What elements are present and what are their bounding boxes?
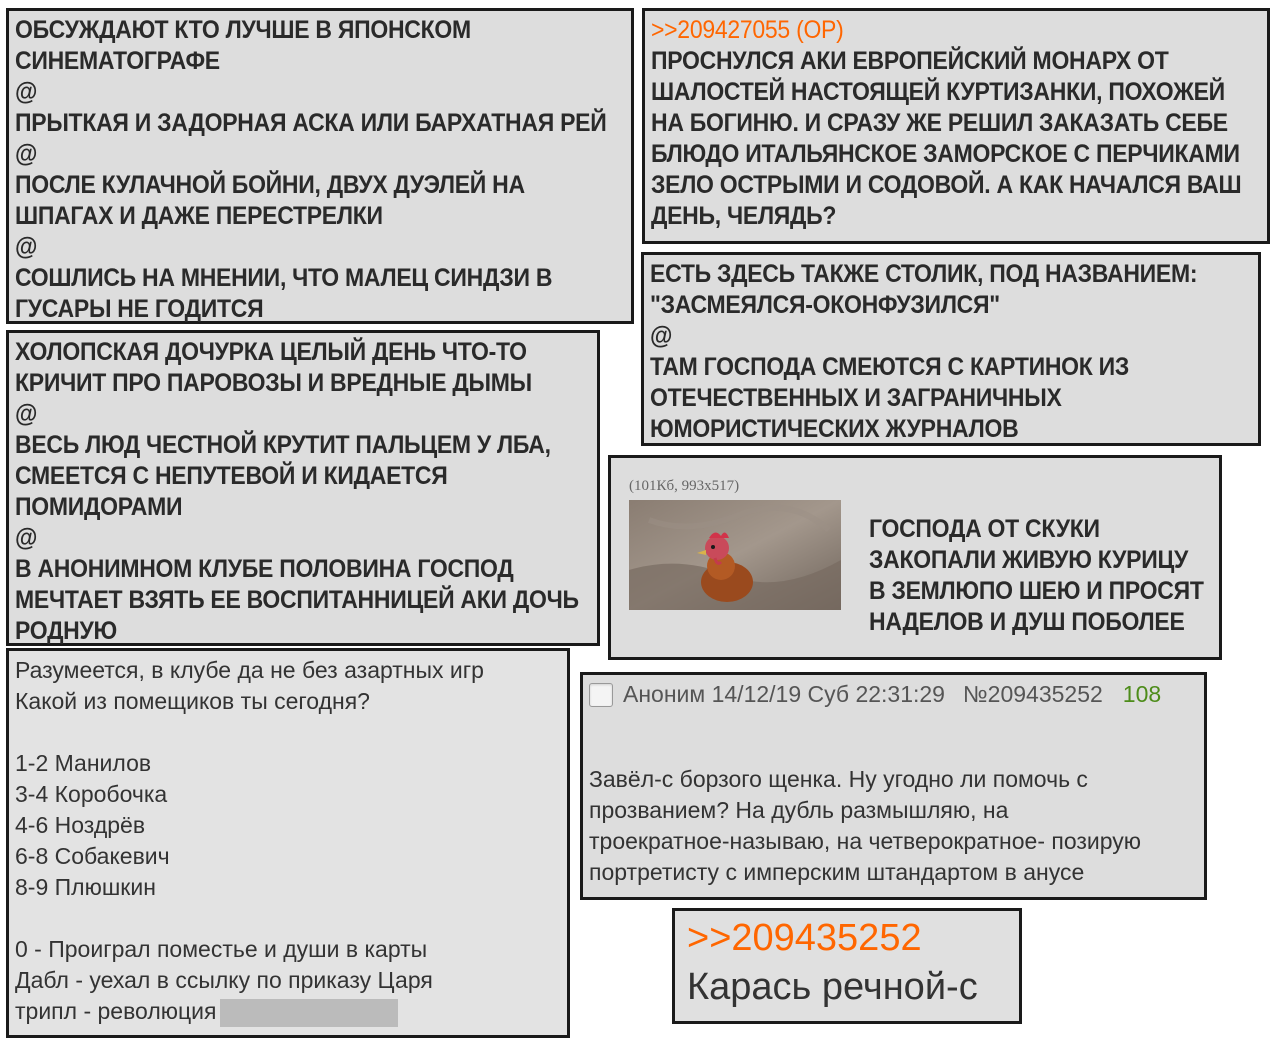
text-line [15, 717, 561, 748]
text-line: @ [15, 78, 38, 106]
post-number[interactable]: №209435252 [962, 681, 1103, 707]
post-text [650, 259, 1248, 445]
text-line: ВЕСЬ ЛЮД ЧЕСТНОЙ КРУТИТ ПАЛЬЦЕМ У ЛБА, [15, 431, 551, 459]
text-line: 6-8 Собакевич [15, 843, 170, 869]
text-line: @ [15, 233, 38, 261]
text-line: ШАЛОСТЕЙ НАСТОЯЩЕЙ КУРТИЗАНКИ, ПОХОЖЕЙ [651, 78, 1225, 106]
text-line: ДЕНЬ, ЧЕЛЯДЬ? [651, 202, 837, 230]
post-text [15, 337, 587, 647]
text-line: @ [650, 322, 673, 350]
post-reply-carp [672, 908, 1022, 1024]
post-serf-daughter [6, 330, 600, 646]
reply-link[interactable]: >>209435252 [687, 917, 922, 959]
text-line: КРИЧИТ ПРО ПАРОВОЗЫ И ВРЕДНЫЕ ДЫМЫ [15, 369, 532, 397]
post-text [15, 15, 621, 325]
post-laugh-table [641, 252, 1261, 446]
text-line: ПРЫТКАЯ И ЗАДОРНАЯ АСКА ИЛИ БАРХАТНАЯ РЕЙ [15, 109, 607, 137]
post-header [589, 681, 1198, 708]
text-line: НАДЕЛОВ И ДУШ ПОБОЛЕЕ [869, 608, 1185, 636]
text-line: @ [15, 140, 38, 168]
text-line: "ЗАСМЕЯЛСЯ-ОКОНФУЗИЛСЯ" [650, 291, 1000, 319]
reply-link[interactable]: >>209427055 (OP) [651, 16, 844, 44]
text-line: 1-2 Манилов [15, 750, 152, 776]
post-text: Карась речной-с [687, 966, 978, 1008]
post-puppy-name [580, 672, 1207, 900]
post-text [651, 15, 1257, 232]
text-line: ПРОСНУЛСЯ АКИ ЕВРОПЕЙСКИЙ МОНАРХ ОТ [651, 47, 1169, 75]
text-line: троекратное-называю, на четверократное- позирую [589, 828, 1142, 854]
text-line: Завёл-с борзого щенка. Ну угодно ли помочь с [589, 766, 1088, 792]
post-text [15, 655, 561, 1027]
text-line: РОДНУЮ [15, 617, 117, 645]
text-line: Какой из помещиков ты сегодня? [15, 688, 370, 714]
post-cinema-discussion [6, 8, 634, 324]
text-line: ПОСЛЕ КУЛАЧНОЙ БОЙНИ, ДВУХ ДУЭЛЕЙ НА [15, 171, 525, 199]
text-line: ОБСУЖДАЮТ КТО ЛУЧШЕ В ЯПОНСКОМ [15, 16, 471, 44]
post-chicken [608, 455, 1222, 660]
text-line: ТАМ ГОСПОДА СМЕЮТСЯ С КАРТИНОК ИЗ [650, 353, 1130, 381]
text-line [15, 903, 561, 934]
text-line: Дабл - уехал в ссылку по приказу Царя [15, 967, 433, 993]
redaction-bar [220, 999, 398, 1027]
author-name: Аноним [623, 681, 706, 707]
text-line: СОШЛИСЬ НА МНЕНИИ, ЧТО МАЛЕЦ СИНДЗИ В [15, 264, 553, 292]
text-line: СИНЕМАТОГРАФЕ [15, 47, 220, 75]
text-line: ГОСПОДА ОТ СКУКИ [869, 515, 1100, 543]
post-landowner-game [6, 648, 570, 1038]
post-date: 14/12/19 Суб 22:31:29 [711, 681, 945, 707]
chicken-thumbnail[interactable] [629, 500, 841, 610]
text-line: ПОМИДОРАМИ [15, 493, 183, 521]
text-line: 3-4 Коробочка [15, 781, 168, 807]
text-line: @ [15, 524, 38, 552]
post-op-reply [642, 8, 1270, 244]
text-line: ОТЕЧЕСТВЕННЫХ И ЗАГРАНИЧНЫХ [650, 384, 1062, 412]
text-line: ЮМОРИСТИЧЕСКИХ ЖУРНАЛОВ [650, 415, 1019, 443]
text-line: БЛЮДО ИТАЛЬЯНСКОЕ ЗАМОРСКОЕ С ПЕРЧИКАМИ [651, 140, 1240, 168]
reply-count: 108 [1122, 681, 1162, 707]
text-line: 4-6 Ноздрёв [15, 812, 146, 838]
text-line: 0 - Проиграл поместье и души в карты [15, 936, 428, 962]
text-line: ШПАГАХ И ДАЖЕ ПЕРЕСТРЕЛКИ [15, 202, 383, 230]
file-info[interactable]: (101Кб, 993x517) [629, 478, 740, 494]
text-line: портретисту с имперским штандартом в анусе [589, 859, 1085, 885]
text-line: Разумеется, в клубе да не без азартных игр [15, 657, 484, 683]
text-line: @ [15, 400, 38, 428]
select-checkbox[interactable] [589, 683, 613, 707]
text-line: МЕЧТАЕТ ВЗЯТЬ ЕЕ ВОСПИТАННИЦЕЙ АКИ ДОЧЬ [15, 586, 579, 614]
text-line: ЕСТЬ ЗДЕСЬ ТАКЖЕ СТОЛИК, ПОД НАЗВАНИЕМ: [650, 260, 1198, 288]
text-line-last [15, 996, 561, 1027]
text-line: ГУСАРЫ НЕ ГОДИТСЯ [15, 295, 264, 323]
text-line: СМЕЕТСЯ С НЕПУТЕВОЙ И КИДАЕТСЯ [15, 462, 448, 490]
text-line: трипл - революция [15, 998, 217, 1024]
text-line: ЗЕЛО ОСТРЫМИ И СОДОВОЙ. А КАК НАЧАЛСЯ ВАШ [651, 171, 1242, 199]
text-line: В АНОНИМНОМ КЛУБЕ ПОЛОВИНА ГОСПОД [15, 555, 514, 583]
text-line: НА БОГИНЮ. И СРАЗУ ЖЕ РЕШИЛ ЗАКАЗАТЬ СЕБЕ [651, 109, 1228, 137]
text-line: прозванием? На дубль размышляю, на [589, 797, 1009, 823]
text-line: В ЗЕМЛЮПО ШЕЮ И ПРОСЯТ [869, 577, 1204, 605]
post-text [589, 764, 1198, 888]
text-line: 8-9 Плюшкин [15, 874, 156, 900]
post-text [869, 514, 1204, 638]
text-line: ЗАКОПАЛИ ЖИВУЮ КУРИЦУ [869, 546, 1189, 574]
text-line: ХОЛОПСКАЯ ДОЧУРКА ЦЕЛЫЙ ДЕНЬ ЧТО-ТО [15, 338, 527, 366]
